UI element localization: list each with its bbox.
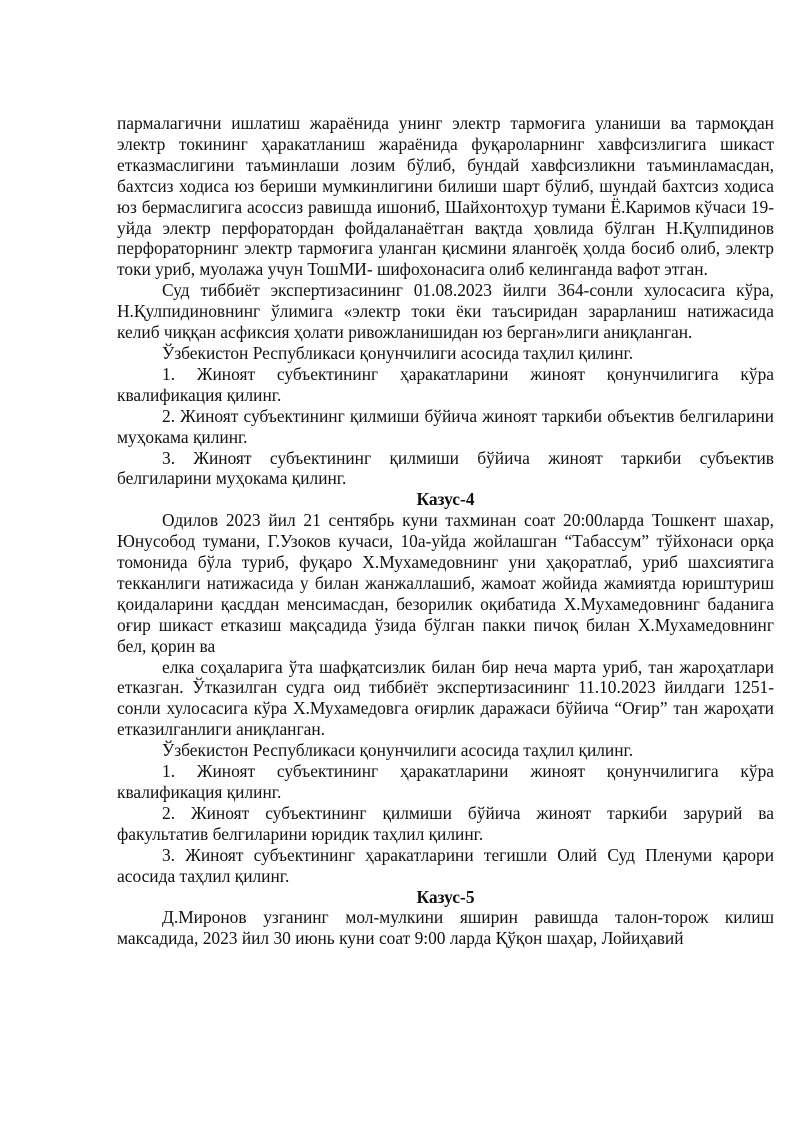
case-5-heading: Казус-5: [416, 886, 475, 907]
case-4-heading: Казус-4: [416, 489, 475, 510]
task-item-2-case4: 2. Жиноят субъектининг қилмиши бўйича жиноят таркиби зарурий ва факультатив белгиларини юридик таҳлил қилинг.: [117, 802, 774, 844]
document-page: [117, 113, 774, 949]
paragraph-case3-narrative: пармалагични ишлатиш жараёнида унинг электр тармоғига уланиши ва тармоқдан электр токининг ҳаракатланиш жараёнида фуқароларнинг хавфсизлигига шикаст етказмаслигини таъминлаши лозим бўлиб, бундай хавфсизликни таъминламасдан, бахтсиз ходиса юз бериши мумкинлигини билиши шарт бўлиб, шундай бахтсиз ходиса юз бермаслигига асоссиз равишда ишониб, Шайхонтоҳур тумани Ё.Каримов кўчаси 19-уйда электр перфоратордан фойдаланаётган вақтда ҳовлида бўлган Н.Қулпидинов перфораторнинг электр тармоғига уланган қисмини ялангоёқ ҳолда босиб олиб, электр токи уриб, муолажа учун ТошМИ- шифохонасига олиб келинганда вафот этган.: [117, 113, 774, 280]
task-item-2: 2. Жиноят субъектининг қилмиши бўйича жиноят таркиби объектив белгиларини муҳокама қилинг.: [117, 405, 774, 447]
task-item-1-case4: 1. Жиноят субъектининг ҳаракатларини жиноят қонунчилигига кўра квалификация қилинг.: [117, 761, 774, 802]
task-item-3: 3. Жиноят субъектининг қилмиши бўйича жиноят таркиби субъектив белгиларини муҳокама қилинг.: [117, 447, 774, 489]
paragraph-analysis-instruction-2: Ўзбекистон Республикаси қонунчилиги асосида таҳлил қилинг.: [162, 740, 634, 761]
paragraph-case5-narrative: Д.Миронов узганинг мол-мулкини яширин равишда талон-торож килиш максадида, 2023 йил 30 июнь куни соат 9:00 ларда Қўқон шаҳар, Лойиҳавий: [117, 907, 774, 949]
paragraph-analysis-instruction: Ўзбекистон Республикаси қонунчилиги асосида таҳлил қилинг.: [162, 342, 634, 363]
paragraph-expertise-conclusion: Суд тиббиёт экспертизасининг 01.08.2023 йилги 364-сонли хулосасига кўра, Н.Қулпидиновнинг ўлимига «электр токи ёки таъсиридан зарарланиш натижасида келиб чиққан асфиксия ҳолати ривожланишидан юз берган»лиги аниқланган.: [117, 280, 774, 343]
paragraph-case4-narrative: Одилов 2023 йил 21 сентябрь куни тахминан соат 20:00ларда Тошкент шахар, Юнусобод тумани, Г.Узоков кучаси, 10а-уйда жойлашган “Табассум” тўйхонаси орқа томонида бўла туриб, фуқаро Х.Мухамедовнинг уни ҳақоратлаб, уриб шахсиятига текканлиги натижасида у билан жанжаллашиб, жамоат жойида жамиятда юриштуриш қоидаларини қасддан менсимасдан, безорилик оқибатида Х.Мухамедовнинг баданига оғир шикаст етказиш мақсадида ўзида бўлган пакки пичоқ билан Х.Мухамедовнинг бел, қорин ва: [117, 510, 774, 656]
paragraph-case4-continuation: елка соҳаларига ўта шафқатсизлик билан бир неча марта уриб, тан жароҳатлари етказган. Ўтказилган судга оид тиббиёт экспертизасининг 11.10.2023 йилдаги 1251-сонли хулосасига кўра Х.Мухамедовга оғирлик даражаси бўйича “Оғир” тан жароҳати етказилганлиги аниқланган.: [117, 656, 774, 740]
task-item-1: 1. Жиноят субъектининг ҳаракатларини жиноят қонунчилигига кўра квалификация қилинг.: [117, 363, 774, 405]
task-item-3-case4: 3. Жиноят субъектининг ҳаракатларини тегишли Олий Суд Пленуми қарори асосида таҳлил қилинг.: [117, 844, 774, 886]
